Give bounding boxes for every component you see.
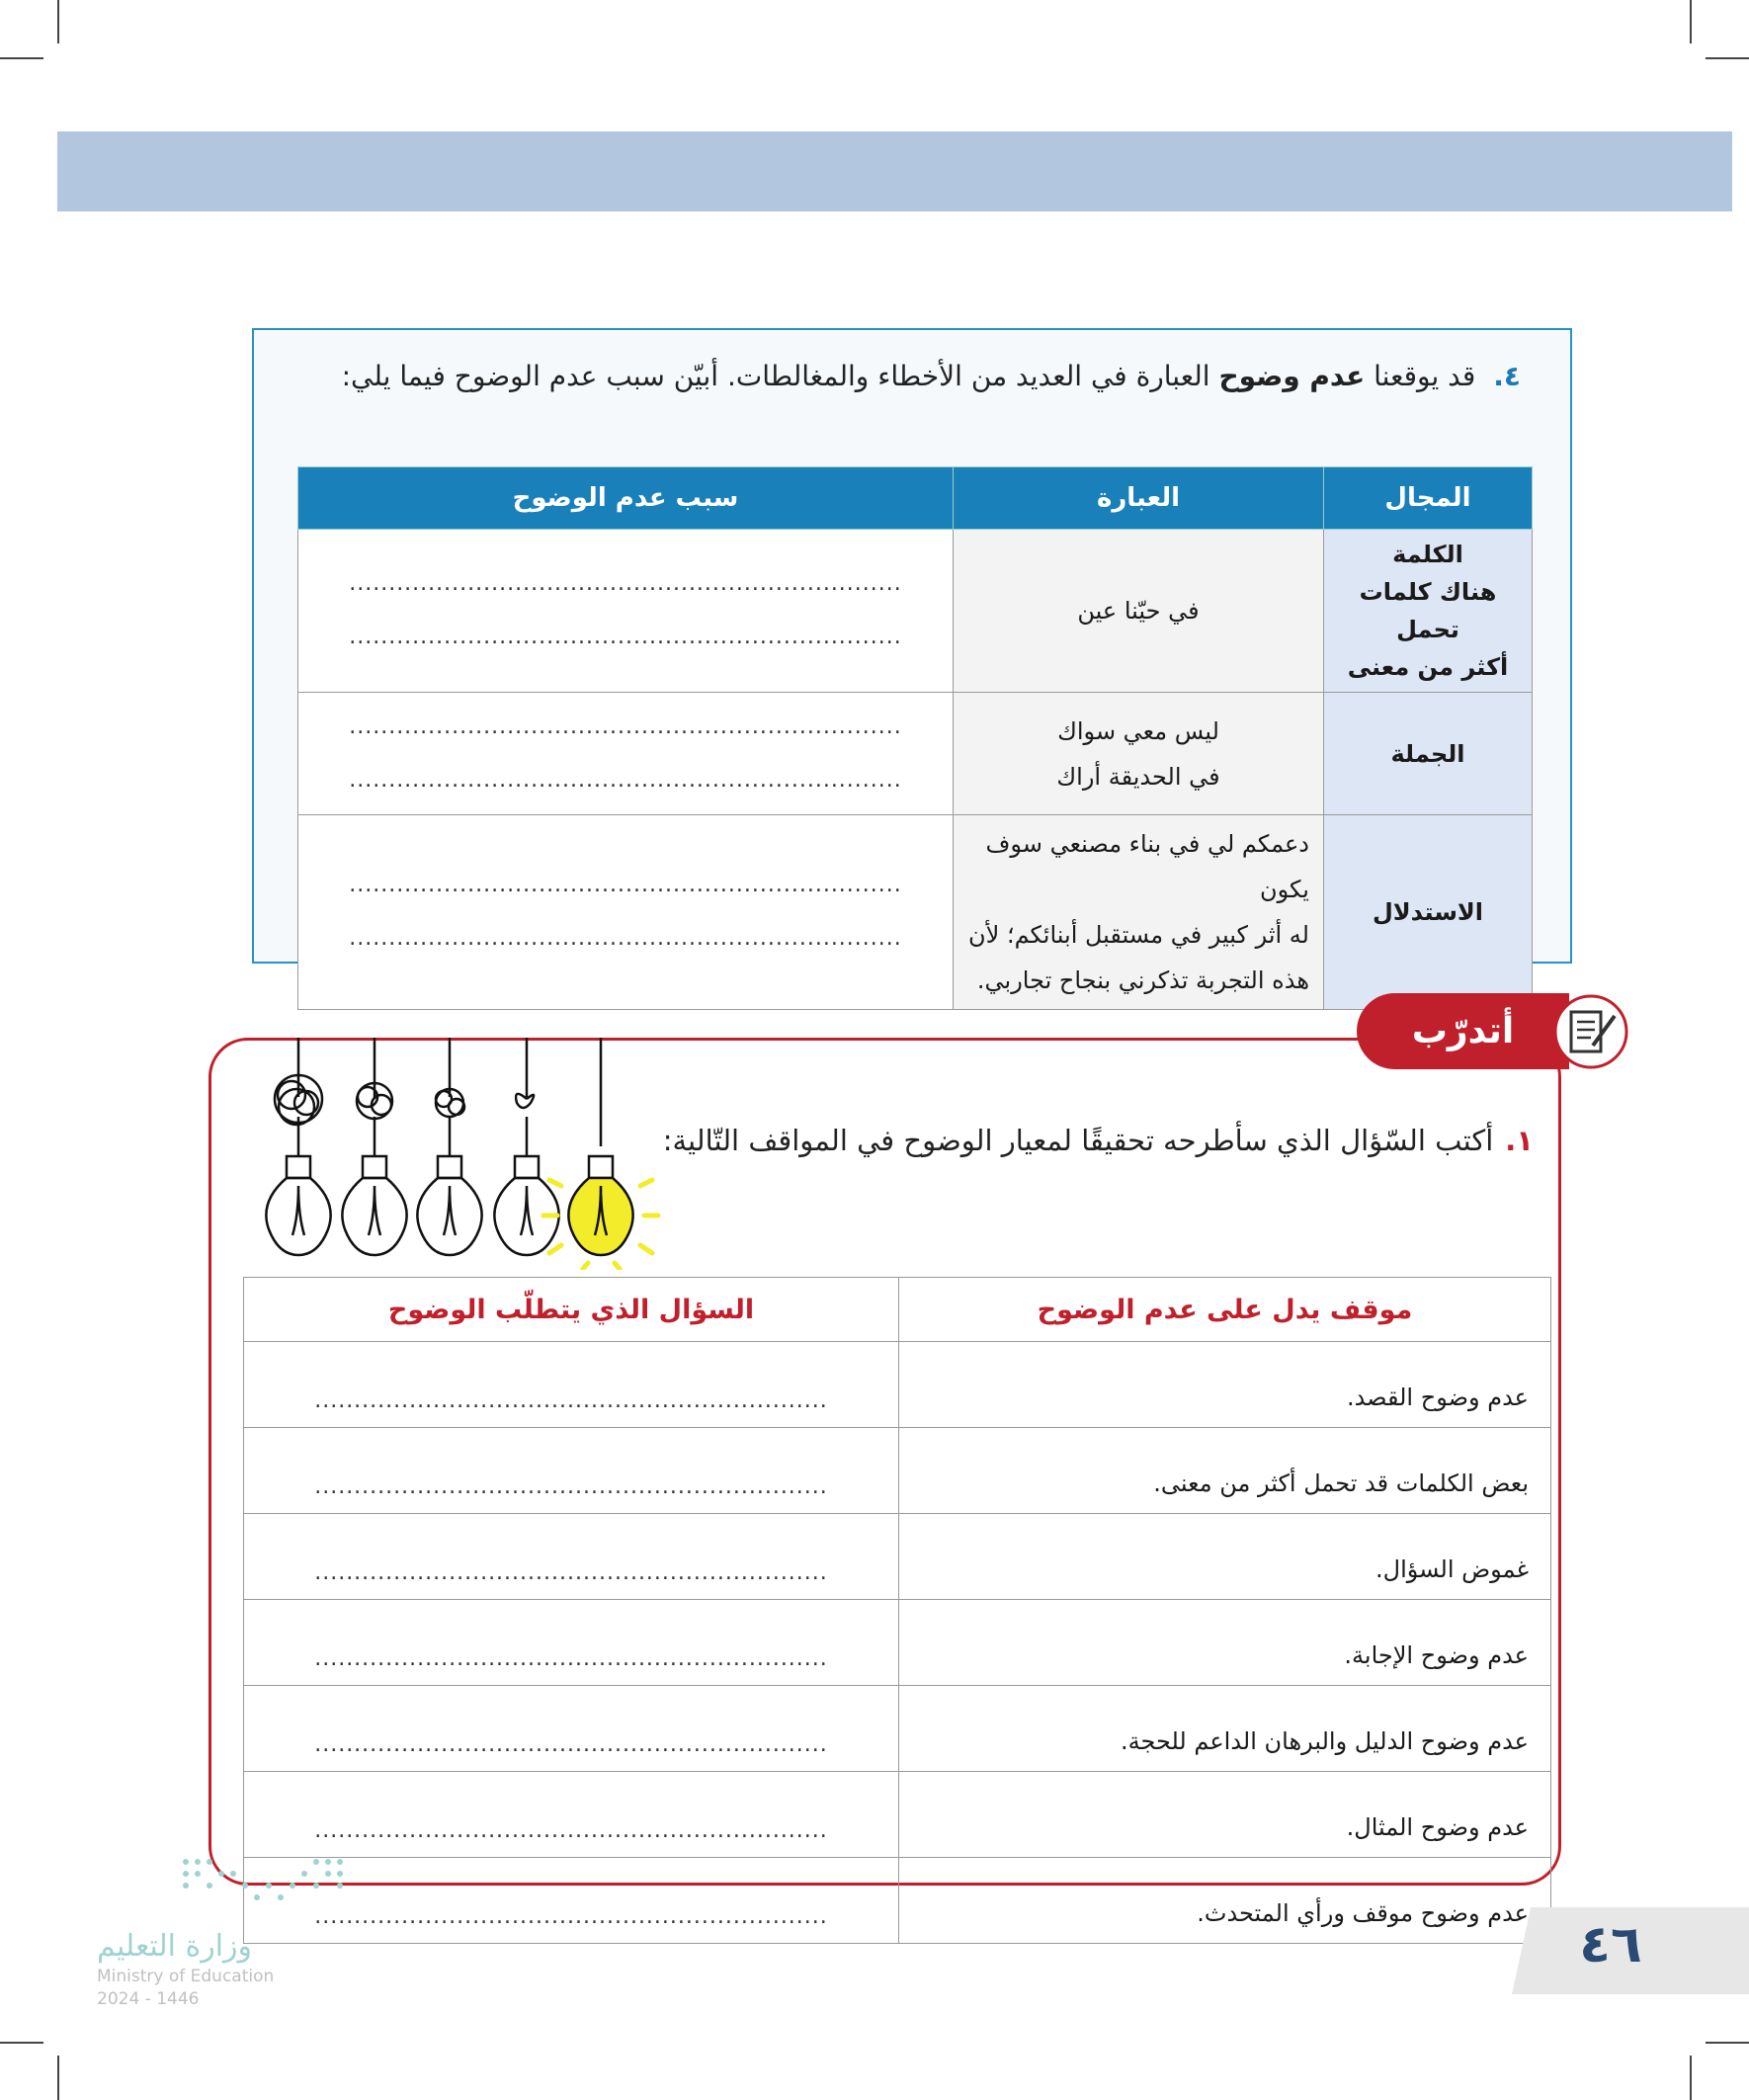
ministry-logo-icon — [178, 1854, 356, 1903]
col-header-phrase: العبارة — [954, 467, 1324, 530]
ministry-name-ar: وزارة التعليم — [97, 1929, 253, 1964]
table-row — [244, 1342, 1551, 1428]
question-number: ١. — [1505, 1124, 1534, 1157]
answer-blank[interactable]: ...................................................................... ...................................................................... — [298, 815, 954, 1010]
col-header-reason: سبب عدم الوضوح — [298, 467, 954, 530]
situation-cell: بعض الكلمات قد تحمل أكثر من معنى. — [899, 1428, 1551, 1514]
clarity-reason-table — [297, 466, 1533, 1010]
situation-cell: عدم وضوح الإجابة. — [899, 1600, 1551, 1686]
table-row — [298, 693, 1533, 815]
page-number: ٤٦ — [1579, 1915, 1642, 1974]
answer-blank[interactable]: ................................................................. — [244, 1342, 899, 1428]
answer-blank[interactable]: ................................................................. — [244, 1600, 899, 1686]
table-row — [298, 530, 1533, 693]
answer-blank[interactable]: ...................................................................... ...................................................................... — [298, 530, 954, 693]
situation-cell: عدم وضوح القصد. — [899, 1342, 1551, 1428]
crop-mark — [0, 57, 43, 59]
phrase-cell: في حيّنا عين — [954, 530, 1324, 693]
edition-year: 2024 - 1446 — [97, 1989, 200, 2009]
ministry-name-en: Ministry of Education — [97, 1967, 275, 1986]
crop-mark — [1690, 2056, 1692, 2100]
table-row — [298, 815, 1533, 1010]
practice-table — [243, 1277, 1551, 1944]
practice-question: ١.أكتب السّؤال الذي سأطرحه تحقيقًا لمعيار الوضوح في المواقف التّالية: — [662, 1124, 1534, 1157]
table-row — [244, 1858, 1551, 1944]
table-row — [244, 1686, 1551, 1772]
answer-blank[interactable]: ................................................................. — [244, 1514, 899, 1600]
crop-mark — [0, 2042, 43, 2044]
emphasis-text: عدم وضوح — [1218, 360, 1366, 392]
answer-blank[interactable]: ...................................................................... ...................................................................... — [298, 693, 954, 815]
crop-mark — [57, 2056, 59, 2100]
field-cell: الجملة — [1324, 693, 1533, 815]
situation-cell: غموض السؤال. — [899, 1514, 1551, 1600]
practice-tab: أتدرّب — [1357, 993, 1569, 1069]
col-header-field: المجال — [1324, 467, 1533, 530]
col-header-question: السؤال الذي يتطلّب الوضوح — [244, 1278, 899, 1342]
situation-cell: عدم وضوح المثال. — [899, 1772, 1551, 1858]
situation-cell: عدم وضوح الدليل والبرهان الداعم للحجة. — [899, 1686, 1551, 1772]
answer-blank[interactable]: ................................................................. — [244, 1686, 899, 1772]
table-row — [244, 1428, 1551, 1514]
table-row — [244, 1600, 1551, 1686]
phrase-cell: ليس معي سواك في الحديقة أراك — [954, 693, 1324, 815]
phrase-cell: دعمكم لي في بناء مصنعي سوف يكون له أثر كبير في مستقبل أبنائكم؛ لأن هذه التجربة تذكرني بنجاح تجاربي. — [954, 815, 1324, 1010]
situation-cell: عدم وضوح موقف ورأي المتحدث. — [899, 1858, 1551, 1944]
answer-blank[interactable]: ................................................................. — [244, 1772, 899, 1858]
field-cell: الاستدلال — [1324, 815, 1533, 1010]
answer-blank[interactable]: ................................................................. — [244, 1858, 899, 1944]
crop-mark — [1706, 2042, 1749, 2044]
exercise-4-question: ٤.قد يوقعنا عدم وضوح العبارة في العديد من الأخطاء والمغالطات. أبيّن سبب عدم الوضوح فيما يلي: — [341, 360, 1521, 392]
crop-mark — [1690, 0, 1692, 43]
crop-mark — [1706, 57, 1749, 59]
header-band — [57, 131, 1732, 211]
table-row — [244, 1514, 1551, 1600]
question-number: ٤. — [1493, 360, 1521, 392]
notepad-pencil-icon — [1551, 994, 1630, 1069]
col-header-situation: موقف يدل على عدم الوضوح — [899, 1278, 1551, 1342]
answer-blank[interactable]: ................................................................. — [244, 1428, 899, 1514]
table-row — [244, 1772, 1551, 1858]
exercise-4-box — [252, 328, 1572, 994]
crop-mark — [57, 0, 59, 43]
lightbulbs-illustration — [247, 1038, 662, 1270]
field-cell: الكلمة هناك كلمات تحمل أكثر من معنى — [1324, 530, 1533, 693]
